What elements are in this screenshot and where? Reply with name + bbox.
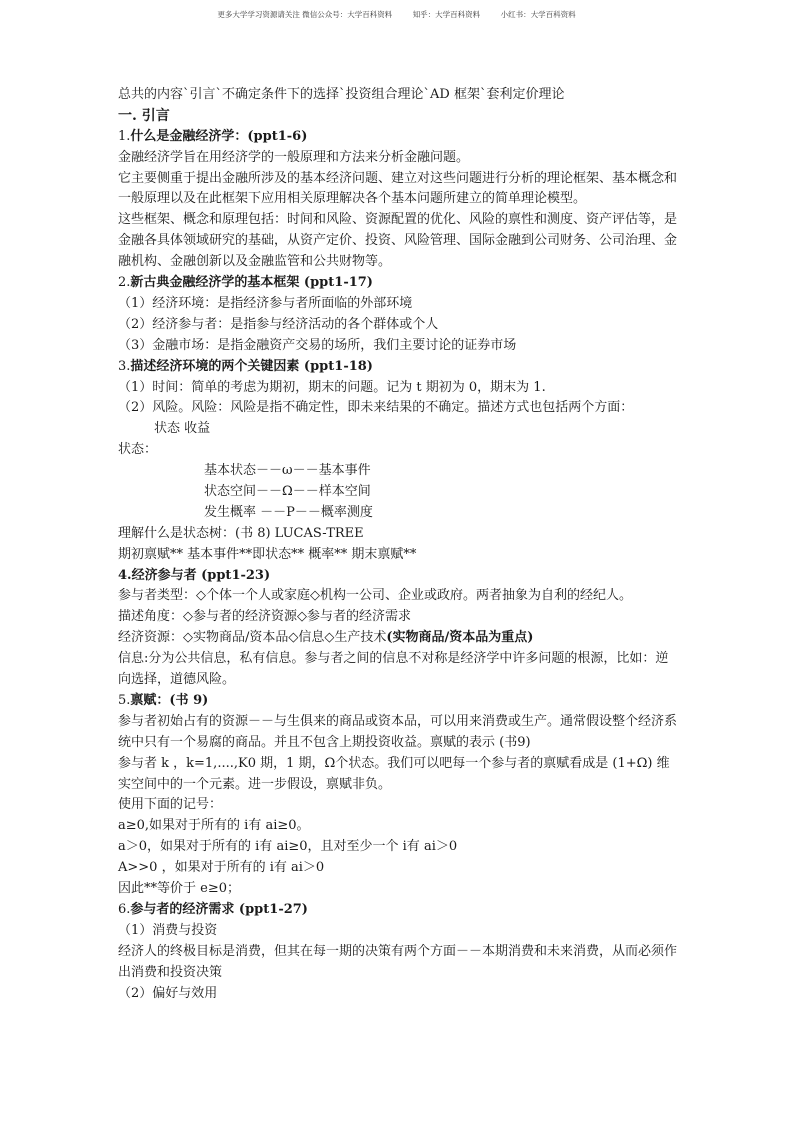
overview-line: 总共的内容`引言`不确定条件下的选择`投资组合理论`AD 框架`套利定价理论 [118,87,565,102]
paragraph: 理解什么是状态树：(书 8) LUCAS-TREE [118,525,364,541]
economic-resources-text: 经济资源：◇实物商品/资本品◇信息◇生产技术 [118,630,387,646]
list-item: （3）金融市场：是指金融资产交易的场所，我们主要讨论的证券市场 [118,337,517,353]
list-item: （2）风险。风险：风险是指不确定性，即未来结果的不确定。描述方式也包括两个方面： [118,400,634,416]
subsection-number: 6. [118,901,131,917]
subsection-1-heading [118,127,680,148]
subsection-number: 5. [118,692,131,708]
state-definition: 基本状态－－ω－－基本事件 [204,463,371,479]
list-item-continuation: 状态 收益 [154,421,211,437]
subsection-title: 描述经济环境的两个关键因素 (ppt1-18) [130,358,373,374]
subsection-2-heading [118,273,680,294]
subsection-title: 新古典金融经济学的基本框架 (ppt1-17) [130,275,373,291]
header-zhihu: 知乎：大学百科资料 [412,10,481,19]
subsection-number: 4. [118,567,132,583]
paragraph: 经济人的终极目标是消费，但其在每一期的决策有两个方面－－本期消费和未来消费，从而必须作出消费和投资决策 [118,943,678,980]
paragraph: 描述角度：◇参与者的经济资源◇参与者的经济需求 [118,609,411,625]
list-item: （1）消费与投资 [118,922,218,938]
paragraph: 期初禀赋** 基本事件**即状态** 概率** 期末禀赋** [118,546,417,562]
notation-line: a＞0，如果对于所有的 i有 ai≥0，且对至少一个 i有 ai＞0 [118,839,458,855]
subsection-3-heading [118,357,680,378]
state-definition: 发生概率 －－P－－概率测度 [204,504,373,520]
subsection-title: 禀赋：(书 9) [130,692,209,708]
paragraph [118,628,680,649]
notation-line: a≥0,如果对于所有的 i有 ai≥0。 [118,818,310,834]
header-wechat: 更多大学学习资源请关注 微信公众号：大学百科资料 [217,10,393,19]
state-label: 状态： [118,442,158,458]
list-item: （1）时间：简单的考虑为期初，期末的问题。记为 t 期初为 0，期末为 1. [118,379,546,395]
header-xiaohongshu: 小红书：大学百科资料 [500,10,576,19]
document-body [118,85,680,1004]
paragraph: 金融经济学旨在用经济学的一般原理和方法来分析金融问题。 [118,149,470,165]
paragraph: 它主要侧重于提出金融所涉及的基本经济问题、建立对这些问题进行分析的理论框架、基本概念和一般原理以及在此框架下应用相关原理解决各个基本问题所建立的简单理论模型。 [118,170,678,207]
section-heading: 一. 引言 [118,107,170,124]
emphasis-text: (实物商品/资本品为重点) [386,630,534,646]
paragraph: 信息:分为公共信息，私有信息。参与者之间的信息不对称是经济学中许多问题的根源，比如：逆向选择，道德风险。 [118,651,669,688]
paragraph: 参与者类型：◇个体一个人或家庭◇机构一公司、企业或政府。两者抽象为自利的经纪人。 [118,588,632,604]
subsection-4-heading [118,566,680,587]
subsection-number: 2. [118,275,131,291]
paragraph: 这些框架、概念和原理包括：时间和风险、资源配置的优化、风险的禀性和测度、资产评估等，是金融各具体领域研究的基础，从资产定价、投资、风险管理、国际金融到公司财务、公司治理、金融机构、金融创新以及金融监管和公共财物等。 [118,212,678,270]
state-definition: 状态空间－－Ω－－样本空间 [204,484,371,499]
notation-line: A>>0 ，如果对于所有的 i有 ai＞0 [118,860,325,876]
subsection-5-heading [118,691,680,712]
subsection-title: 参与者的经济需求 (ppt1-27) [130,901,308,917]
subsection-title: 经济参与者 (ppt1-23) [131,567,271,583]
subsection-number: 3. [118,358,131,374]
page-header [0,9,793,20]
paragraph: 参与者初始占有的资源－－与生俱来的商品或资本品，可以用来消费或生产。通常假设整个经济系统中只有一个易腐的商品。并且不包含上期投资收益。禀赋的表示 (书9) [118,713,678,750]
notation-line: 因此**等价于 e≥0； [118,881,240,897]
subsection-6-heading [118,900,680,921]
subsection-title: 什么是金融经济学：(ppt1-6) [130,128,308,144]
paragraph: 参与者 k ，k=1,....,K0 期，1 期，Ω个状态。我们可以吧每一个参与者的禀赋看成是 (1+Ω) 维实空间中的一个元素。进一步假设，禀赋非负。 [118,755,670,792]
paragraph: 使用下面的记号： [118,797,223,813]
list-item: （2）经济参与者：是指参与经济活动的各个群体或个人 [118,316,439,332]
list-item: （2）偏好与效用 [118,985,218,1001]
subsection-number: 1. [118,128,131,144]
list-item: （1）经济环境：是指经济参与者所面临的外部环境 [118,295,413,311]
